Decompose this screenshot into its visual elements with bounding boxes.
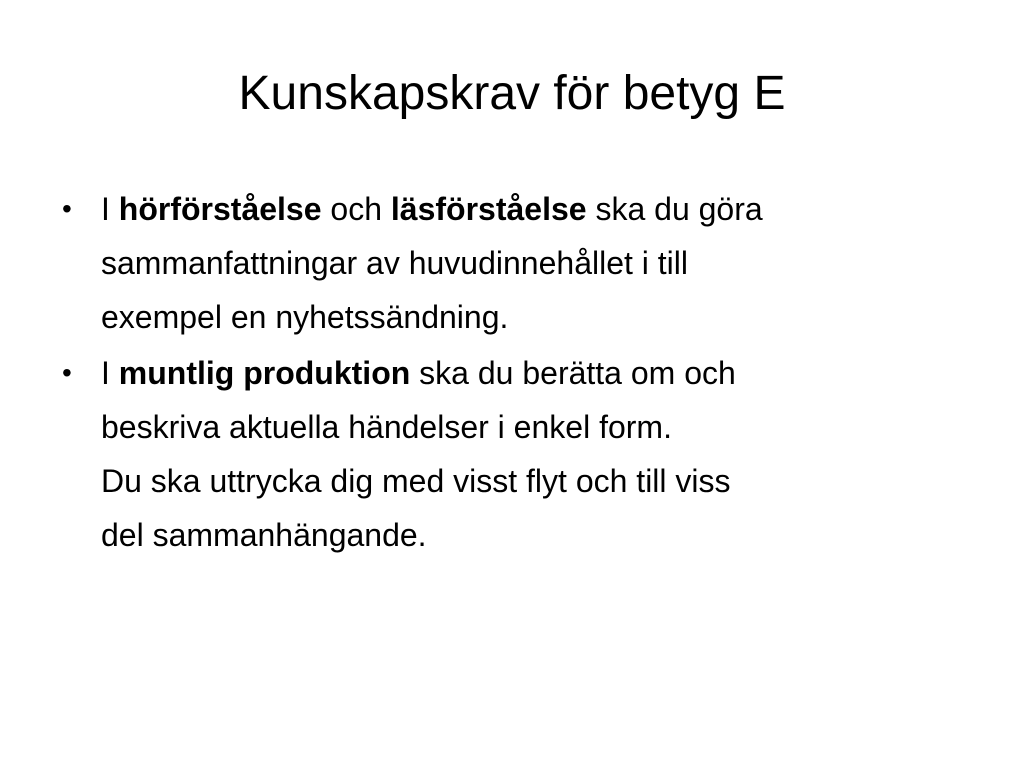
bullet-text: I — [101, 355, 119, 391]
bullet-item-comprehension — [60, 182, 940, 344]
bullet-text: I — [101, 191, 119, 227]
bullet-text: och — [321, 191, 391, 227]
bullet-line: beskriva aktuella händelser i enkel form. — [101, 409, 672, 445]
bold-term: muntlig produktion — [118, 355, 411, 391]
bullet-line: exempel en nyhetssändning. — [101, 299, 509, 335]
bullet-text: ska du göra — [586, 191, 763, 227]
bold-term: hörförståelse — [118, 191, 322, 227]
bullet-marker-icon: • — [62, 193, 72, 224]
bullet-marker-icon: • — [62, 357, 72, 388]
bullet-line: Du ska uttrycka dig med visst flyt och till viss — [101, 463, 731, 499]
bullet-text: ska du berätta om och — [410, 355, 736, 391]
bold-term: läsförståelse — [390, 191, 587, 227]
bullet-list — [60, 182, 940, 564]
bullet-line: sammanfattningar av huvudinnehållet i till — [101, 245, 688, 281]
bullet-line — [101, 346, 940, 400]
bullet-item-oral-production — [60, 346, 940, 562]
bullet-line: del sammanhängande. — [101, 517, 427, 553]
slide-title: Kunskapskrav för betyg E — [238, 67, 786, 120]
bullet-line — [101, 182, 940, 236]
